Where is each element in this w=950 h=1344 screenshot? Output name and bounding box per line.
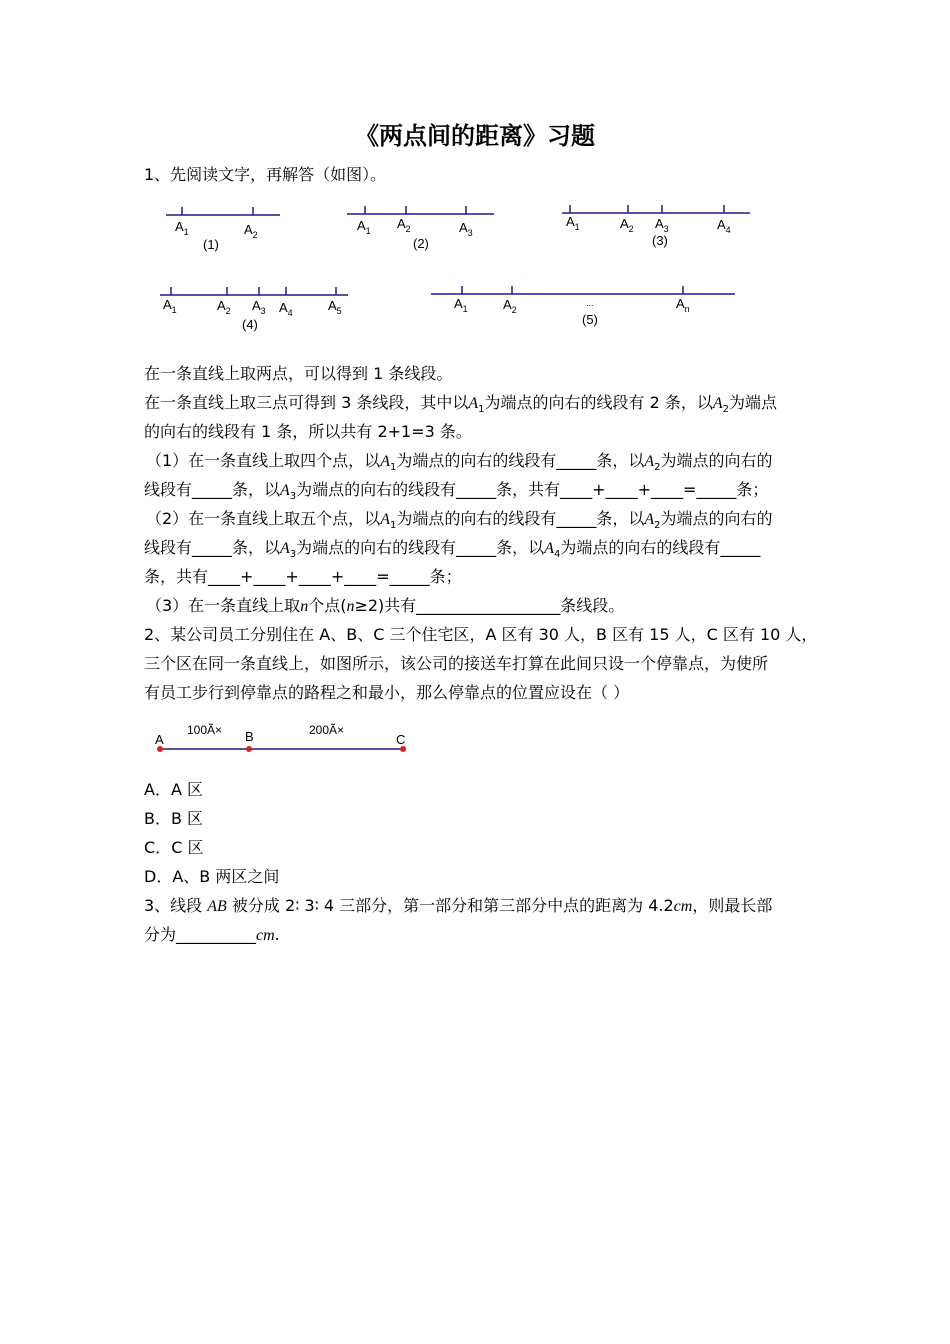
q1-sub1-line1: （1）在一条直线上取四个点，以$A_1$为端点的向右的线段有_____条，以$A_2$为端点的向右的	[146, 451, 773, 474]
q1-sub3: （3）在一条直线上取n个点(n≥2)共有__________________条线段。	[146, 596, 625, 615]
q1-sub1-line2: 线段有_____条，以$A_3$为端点的向右的线段有_____条，共有____+____+____=_____条；	[144, 480, 769, 503]
q1-sub2-line1: （2）在一条直线上取五个点，以$A_1$为端点的向右的线段有_____条，以$A_2$为端点的向右的	[146, 509, 773, 532]
fig1-point-a1: $A_1$	[175, 219, 189, 237]
q1-p1: 在一条直线上取两点，可以得到 1 条线段。	[144, 364, 453, 383]
distance-bc-label: 200Ã×	[309, 723, 345, 737]
q1-intro: 1、先阅读文字，再解答（如图）。	[144, 165, 387, 184]
fig3-point-a1: $A_1$	[566, 214, 580, 232]
q1-p3: 的向右的线段有 1 条，所以共有 2+1=3 条。	[144, 422, 472, 441]
fig2-point-a3: $A_3$	[459, 220, 473, 238]
q2-line2: 三个区在同一条直线上，如图所示，该公司的接送车打算在此间只设一个停靠点，为使所	[144, 654, 769, 673]
q3-line1: 3、线段 AB 被分成 2∶ 3∶ 4 三部分，第一部分和第三部分中点的距离为 4.2cm，则最长部	[144, 896, 773, 915]
fig2-caption: (2)	[413, 236, 429, 251]
fig4-point-a5: $A_5$	[328, 298, 342, 316]
fig1-point-a2: $A_2$	[244, 222, 258, 240]
q2-line1: 2、某公司员工分别住在 A、B、C 三个住宅区，A 区有 30 人，B 区有 15 人，C 区有 10 人，	[144, 625, 818, 644]
point-a-label: A	[155, 732, 164, 747]
point-b-marker	[246, 746, 252, 752]
fig1-caption: (1)	[203, 237, 219, 252]
fig3-caption: (3)	[652, 233, 668, 248]
fig2-point-a2: $A_2$	[397, 216, 411, 234]
q2-option-c: C．C 区	[144, 838, 204, 857]
q2-line3: 有员工步行到停靠点的路程之和最小，那么停靠点的位置应设在（ ）	[144, 683, 630, 702]
page-title: 《两点间的距离》习题	[355, 122, 595, 150]
point-c-label: C	[396, 732, 406, 747]
fig5-caption: (5)	[582, 312, 598, 327]
fig4-point-a4: $A_4$	[279, 300, 293, 318]
q2-option-b: B．B 区	[144, 809, 204, 828]
fig4-point-a2: $A_2$	[217, 298, 231, 316]
q3-line2: 分为__________cm.	[144, 925, 280, 944]
q2-diagram	[0, 715, 950, 760]
fig3-point-a3: $A_3$	[655, 216, 669, 234]
fig5-point-a1: $A_1$	[454, 296, 468, 314]
fig4-point-a1: $A_1$	[163, 297, 177, 315]
q1-figure	[0, 195, 950, 340]
fig3-point-a4: $A_4$	[717, 217, 731, 235]
fig5-point-an: $A_n$	[676, 296, 690, 314]
q2-option-a: A．A 区	[144, 780, 203, 799]
distance-ab-label: 100Ã×	[187, 723, 223, 737]
fig4-caption: (4)	[242, 317, 258, 332]
q1-p2: 在一条直线上取三点可得到 3 条线段，其中以$A_1$为端点的向右的线段有 2 条，以$A_2$为端点	[144, 393, 778, 416]
q1-sub2-line2: 线段有_____条，以$A_3$为端点的向右的线段有_____条，以$A_4$为端点的向右的线段有_____	[144, 538, 761, 561]
fig4-point-a3: $A_3$	[252, 298, 266, 316]
fig2-point-a1: $A_1$	[357, 218, 371, 236]
fig3-point-a2: $A_2$	[620, 216, 634, 234]
fig5-point-a2: $A_2$	[503, 297, 517, 315]
fig5-dots: ...	[586, 298, 594, 308]
point-b-label: B	[245, 729, 254, 744]
q2-option-d: D．A、B 两区之间	[144, 867, 280, 886]
q1-sub2-line3: 条，共有____+____+____+____=_____条；	[144, 567, 462, 586]
